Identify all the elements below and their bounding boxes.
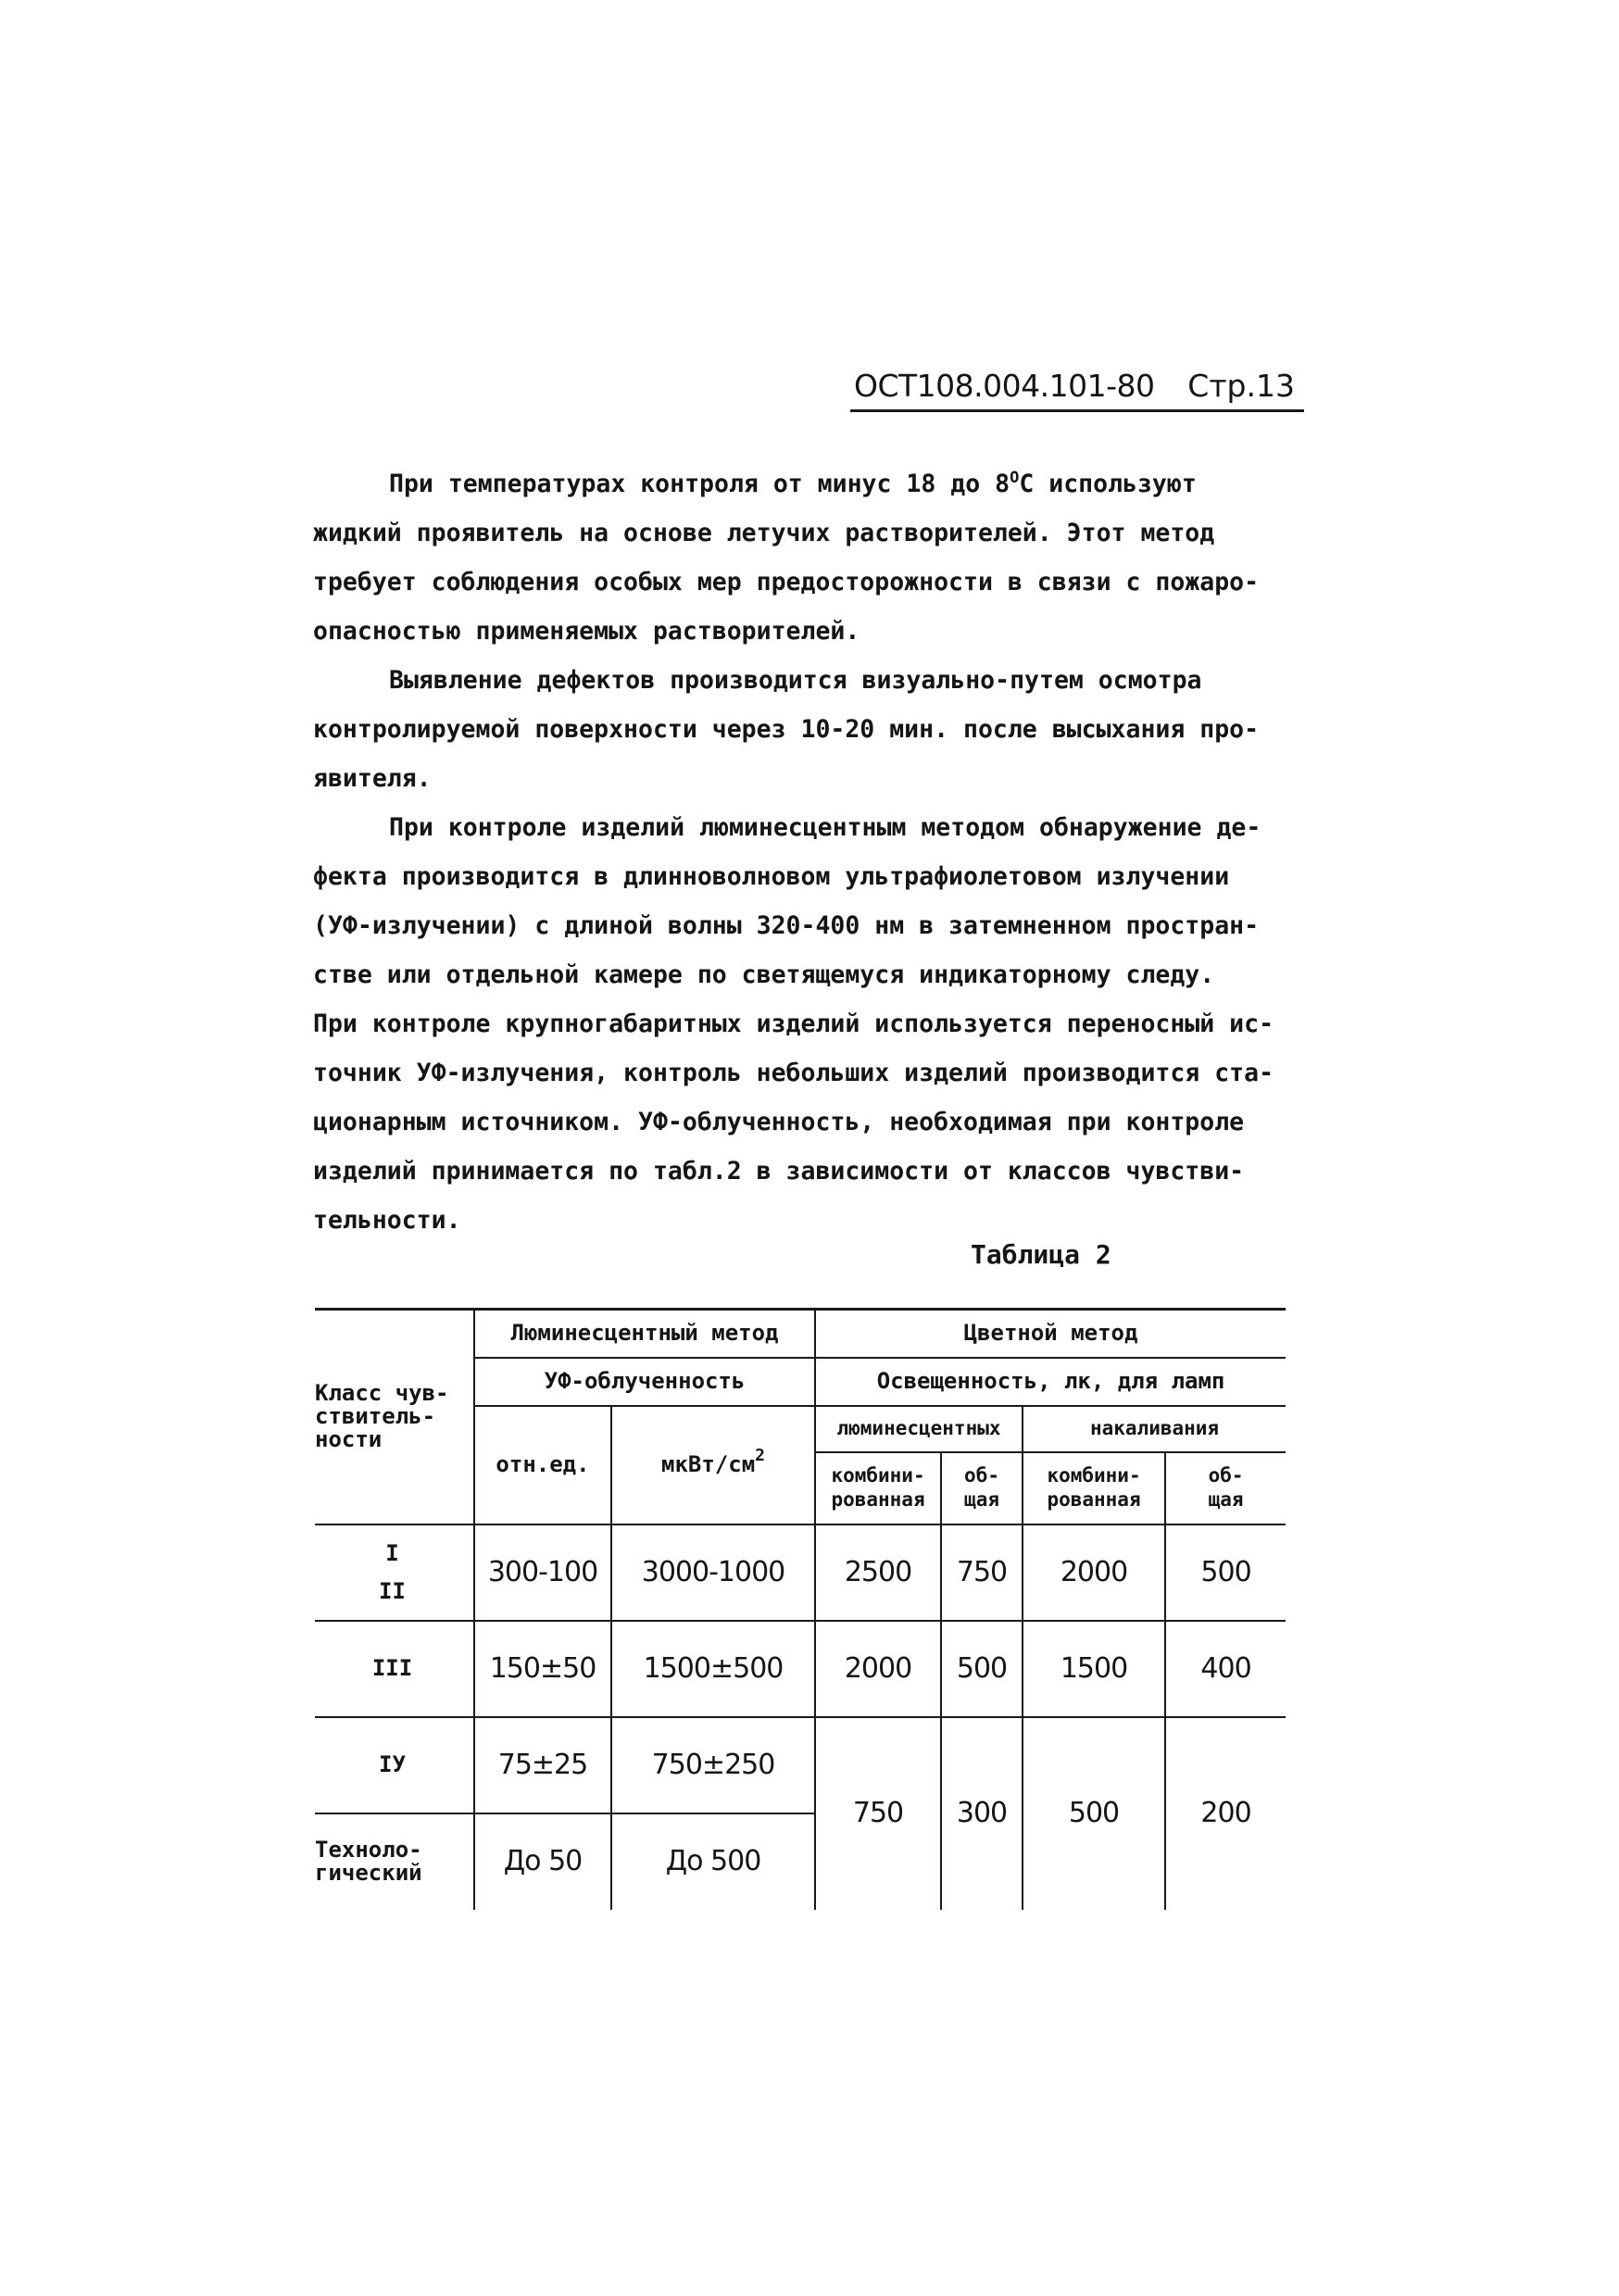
inc-comb-cell: 1500	[1023, 1621, 1165, 1717]
rel-cell: 300-100	[474, 1524, 611, 1621]
paragraph-1-text-b: С используют жидкий проявитель на основе летучих растворителей. Этот метод требует соблюдения особых мер предосторожности в связи с пожаро- опасностью применяемых растворителей.	[313, 470, 1260, 646]
class-cell: III	[315, 1621, 474, 1717]
general-inc-header: об- щая	[1165, 1452, 1286, 1524]
table-row	[315, 1524, 1286, 1621]
paragraph-1-text-a: При температурах контроля от минус 18 до 8	[389, 470, 1010, 498]
mkw-cell: До 500	[611, 1813, 815, 1910]
header-row-1	[315, 1310, 1286, 1358]
lum-gen-cell: 750	[941, 1524, 1023, 1621]
microwatt-header: мкВт/$см^2$	[611, 1406, 815, 1524]
mkw-cell: 1500±500	[611, 1621, 815, 1717]
class-cell: Техноло- гический	[315, 1813, 474, 1910]
rel-cell: 75±25	[474, 1717, 611, 1813]
table-row	[315, 1717, 1286, 1813]
page-number: Стр.13	[1187, 368, 1295, 404]
degree-sign: О	[1010, 469, 1020, 487]
mkw-cell: 750±250	[611, 1717, 815, 1813]
uv-irradiance-header: УФ-облученность	[474, 1358, 815, 1406]
luminescent-lamps-header: люминесцентных	[815, 1406, 1023, 1452]
incandescent-lamps-header: накаливания	[1023, 1406, 1286, 1452]
inc-gen-cell: 500	[1165, 1524, 1286, 1621]
luminescent-method-header: Люминесцентный метод	[474, 1310, 815, 1358]
sensitivity-table	[315, 1308, 1286, 1910]
table-caption: Таблица 2	[971, 1239, 1111, 1270]
general-lum-header: об- щая	[941, 1452, 1023, 1524]
paragraph-1	[313, 459, 1287, 656]
lum-gen-cell: 500	[941, 1621, 1023, 1717]
table-row	[315, 1621, 1286, 1717]
relative-units-header: отн.ед.	[474, 1406, 611, 1524]
lum-comb-merged-cell: 750	[815, 1717, 941, 1910]
page-header	[850, 359, 1304, 412]
color-method-header: Цветной метод	[815, 1310, 1286, 1358]
illuminance-header: Освещенность, лк, для ламп	[815, 1358, 1286, 1406]
mkw-cell: 3000-1000	[611, 1524, 815, 1621]
inc-gen-merged-cell: 200	[1165, 1717, 1286, 1910]
inc-comb-cell: 2000	[1023, 1524, 1165, 1621]
class-cell: I II	[315, 1524, 474, 1621]
lum-comb-cell: 2000	[815, 1621, 941, 1717]
combined-lum-header: комбини- рованная	[815, 1452, 941, 1524]
class-cell: IУ	[315, 1717, 474, 1813]
body-text	[313, 459, 1287, 1245]
class-header: Класс чув- ствитель- ности	[315, 1310, 474, 1524]
lum-comb-cell: 2500	[815, 1524, 941, 1621]
inc-comb-merged-cell: 500	[1023, 1717, 1165, 1910]
lum-gen-merged-cell: 300	[941, 1717, 1023, 1910]
rel-cell: 150±50	[474, 1621, 611, 1717]
inc-gen-cell: 400	[1165, 1621, 1286, 1717]
paragraph-2: Выявление дефектов производится визуально-путем осмотра контролируемой поверхности через 10-20 мин. после высыхания про- явителя.	[313, 666, 1260, 793]
document-code: ОСТ108.004.101-80	[854, 368, 1155, 404]
combined-inc-header: комбини- рованная	[1023, 1452, 1165, 1524]
paragraph-3: При контроле изделий люминесцентным методом обнаружение де- фекта производится в длинноволновом ультрафиолетовом излучении (УФ-излучении) с длиной волны 320-400 нм в затемненном простран- стве или отдельной камере по светящемуся индикаторному следу. При контроле крупногабаритных изделий используется переносный ис- точник УФ-излучения, контроль небольших изделий производится ста- ционарным источником. УФ-облученность, необходимая при контроле изделий принимается по табл.2 в зависимости от классов чувстви- тельности.	[313, 813, 1274, 1235]
rel-cell: До 50	[474, 1813, 611, 1910]
